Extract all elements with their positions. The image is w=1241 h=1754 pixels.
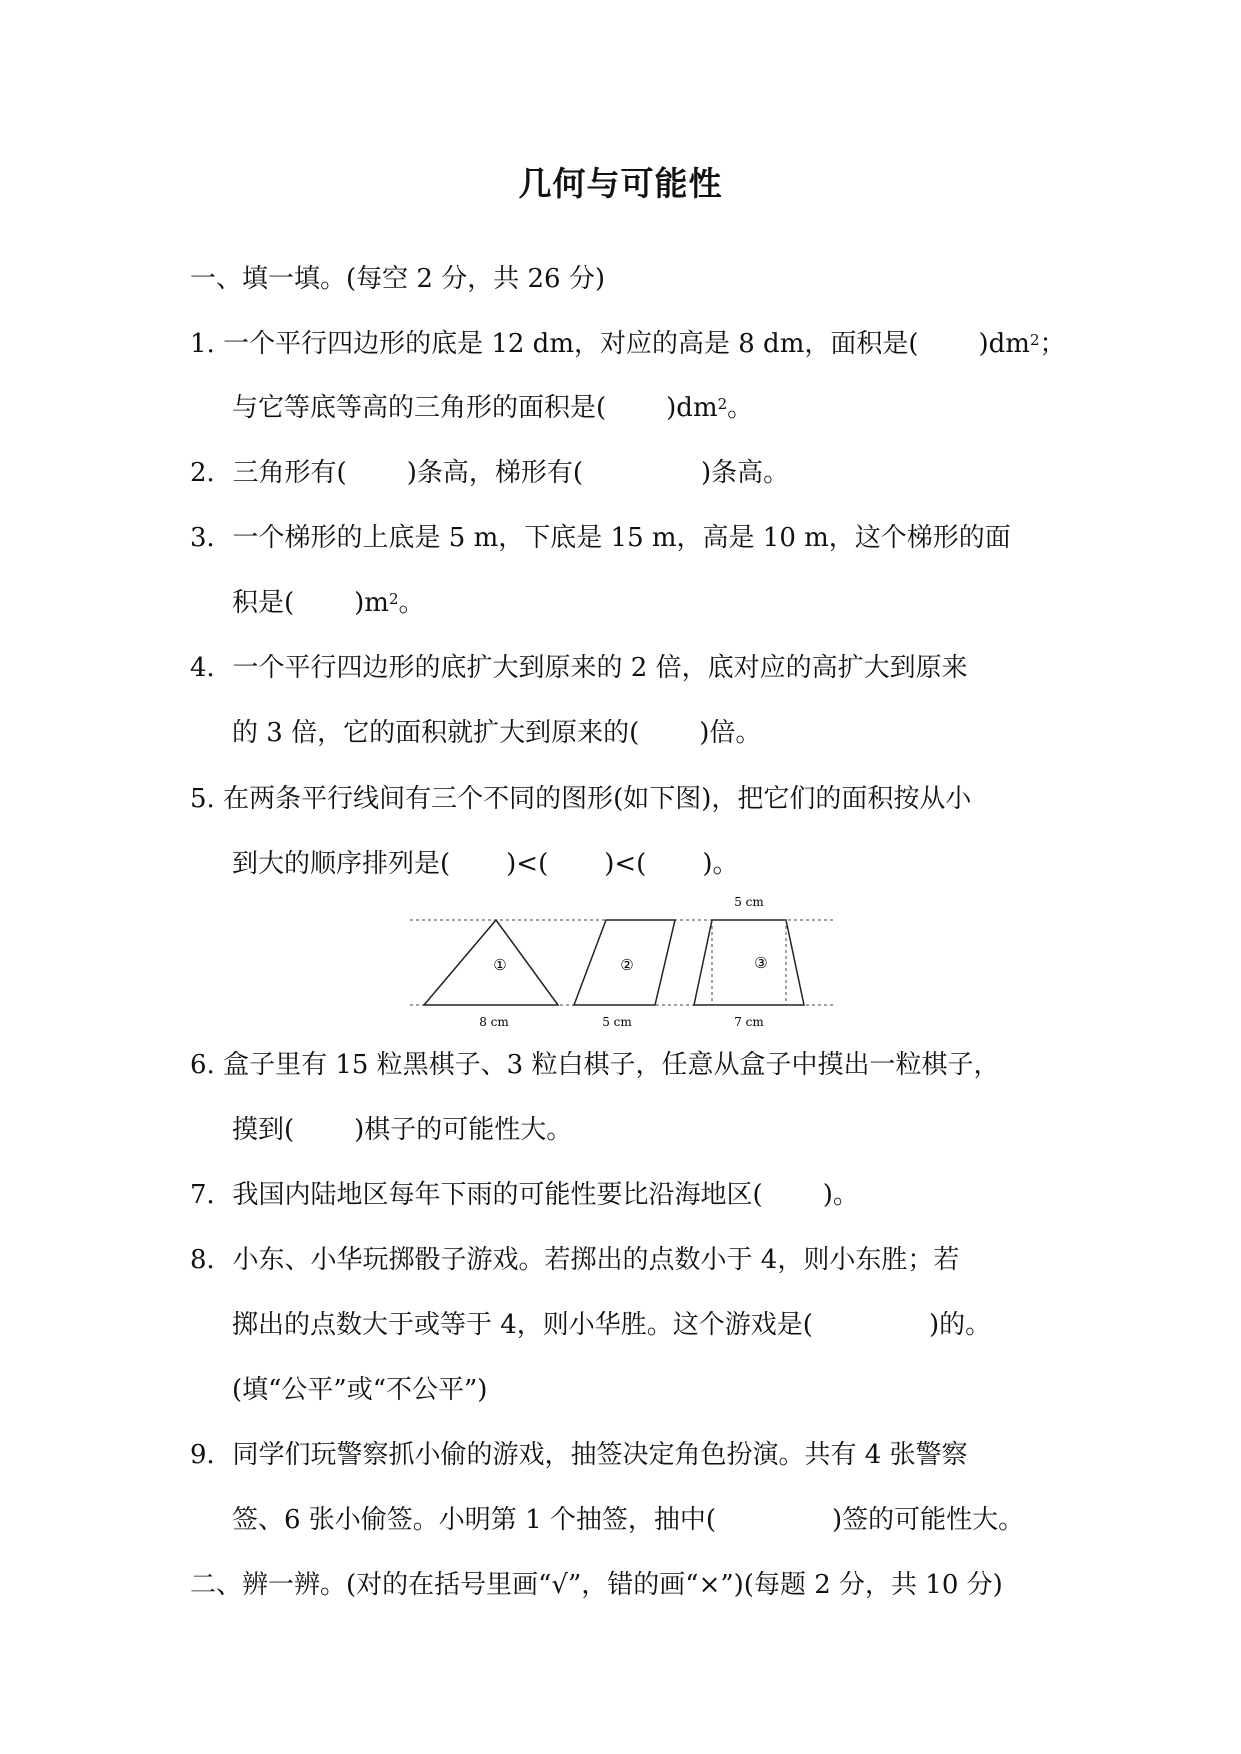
question-3-line-1: 3．一个梯形的上底是 5 m，下底是 15 m，高是 10 m，这个梯形的面 (190, 523, 1011, 553)
question-9-line-1: 9．同学们玩警察抓小偷的游戏，抽签决定角色扮演。共有 4 张警察 (190, 1440, 968, 1470)
figure-svg (410, 880, 840, 1030)
question-5-line-2: 到大的顺序排列是( )<( )<( )。 (232, 849, 739, 879)
question-7: 7．我国内陆地区每年下雨的可能性要比沿海地区( )。 (190, 1180, 859, 1210)
section-1-heading: 一、填一填。(每空 2 分，共 26 分) (190, 264, 605, 294)
shape-2-label: ② (620, 956, 634, 974)
question-3-line-2: 积是( )$m^2$。 (232, 588, 425, 618)
shape-3-label: ③ (754, 954, 768, 972)
question-8-line-3: (填“公平”或“不公平”) (232, 1375, 488, 1405)
shape-1-label: ① (493, 956, 507, 974)
question-4-line-1: 4．一个平行四边形的底扩大到原来的 2 倍，底对应的高扩大到原来 (190, 653, 968, 683)
question-1-line-2: 与它等底等高的三角形的面积是( )$dm^2$。 (232, 393, 754, 423)
question-1-line-1: 1. 一个平行四边形的底是 12 dm，对应的高是 8 dm，面积是( )$dm^2$； (190, 329, 1066, 359)
bottom-length-label-3: 7 cm (734, 1015, 764, 1029)
bottom-length-label-1: 8 cm (479, 1015, 509, 1029)
question-8-line-1: 8．小东、小华玩掷骰子游戏。若掷出的点数小于 4，则小东胜；若 (190, 1245, 960, 1275)
page-title: 几何与可能性 (518, 164, 723, 203)
question-6-line-1: 6. 盒子里有 15 粒黑棋子、3 粒白棋子，任意从盒子中摸出一粒棋子， (190, 1050, 1000, 1080)
top-length-label: 5 cm (734, 895, 764, 909)
section-2-heading: 二、辨一辨。(对的在括号里画“√”，错的画“×”)(每题 2 分，共 10 分) (190, 1570, 1003, 1600)
question-6-line-2: 摸到( )棋子的可能性大。 (232, 1115, 573, 1145)
parallel-lines-figure (410, 880, 840, 1034)
trapezoid-shape (694, 920, 804, 1005)
question-8-line-2: 掷出的点数大于或等于 4，则小华胜。这个游戏是( )的。 (232, 1310, 992, 1340)
triangle-shape (424, 920, 558, 1005)
question-2: 2．三角形有( )条高，梯形有( )条高。 (190, 458, 790, 488)
bottom-length-label-2: 5 cm (602, 1015, 632, 1029)
question-9-line-2: 签、6 张小偷签。小明第 1 个抽签，抽中( )签的可能性大。 (232, 1505, 1025, 1535)
question-5-line-1: 5. 在两条平行线间有三个不同的图形(如下图)，把它们的面积按从小 (190, 784, 972, 814)
question-4-line-2: 的 3 倍，它的面积就扩大到原来的( )倍。 (232, 718, 762, 748)
